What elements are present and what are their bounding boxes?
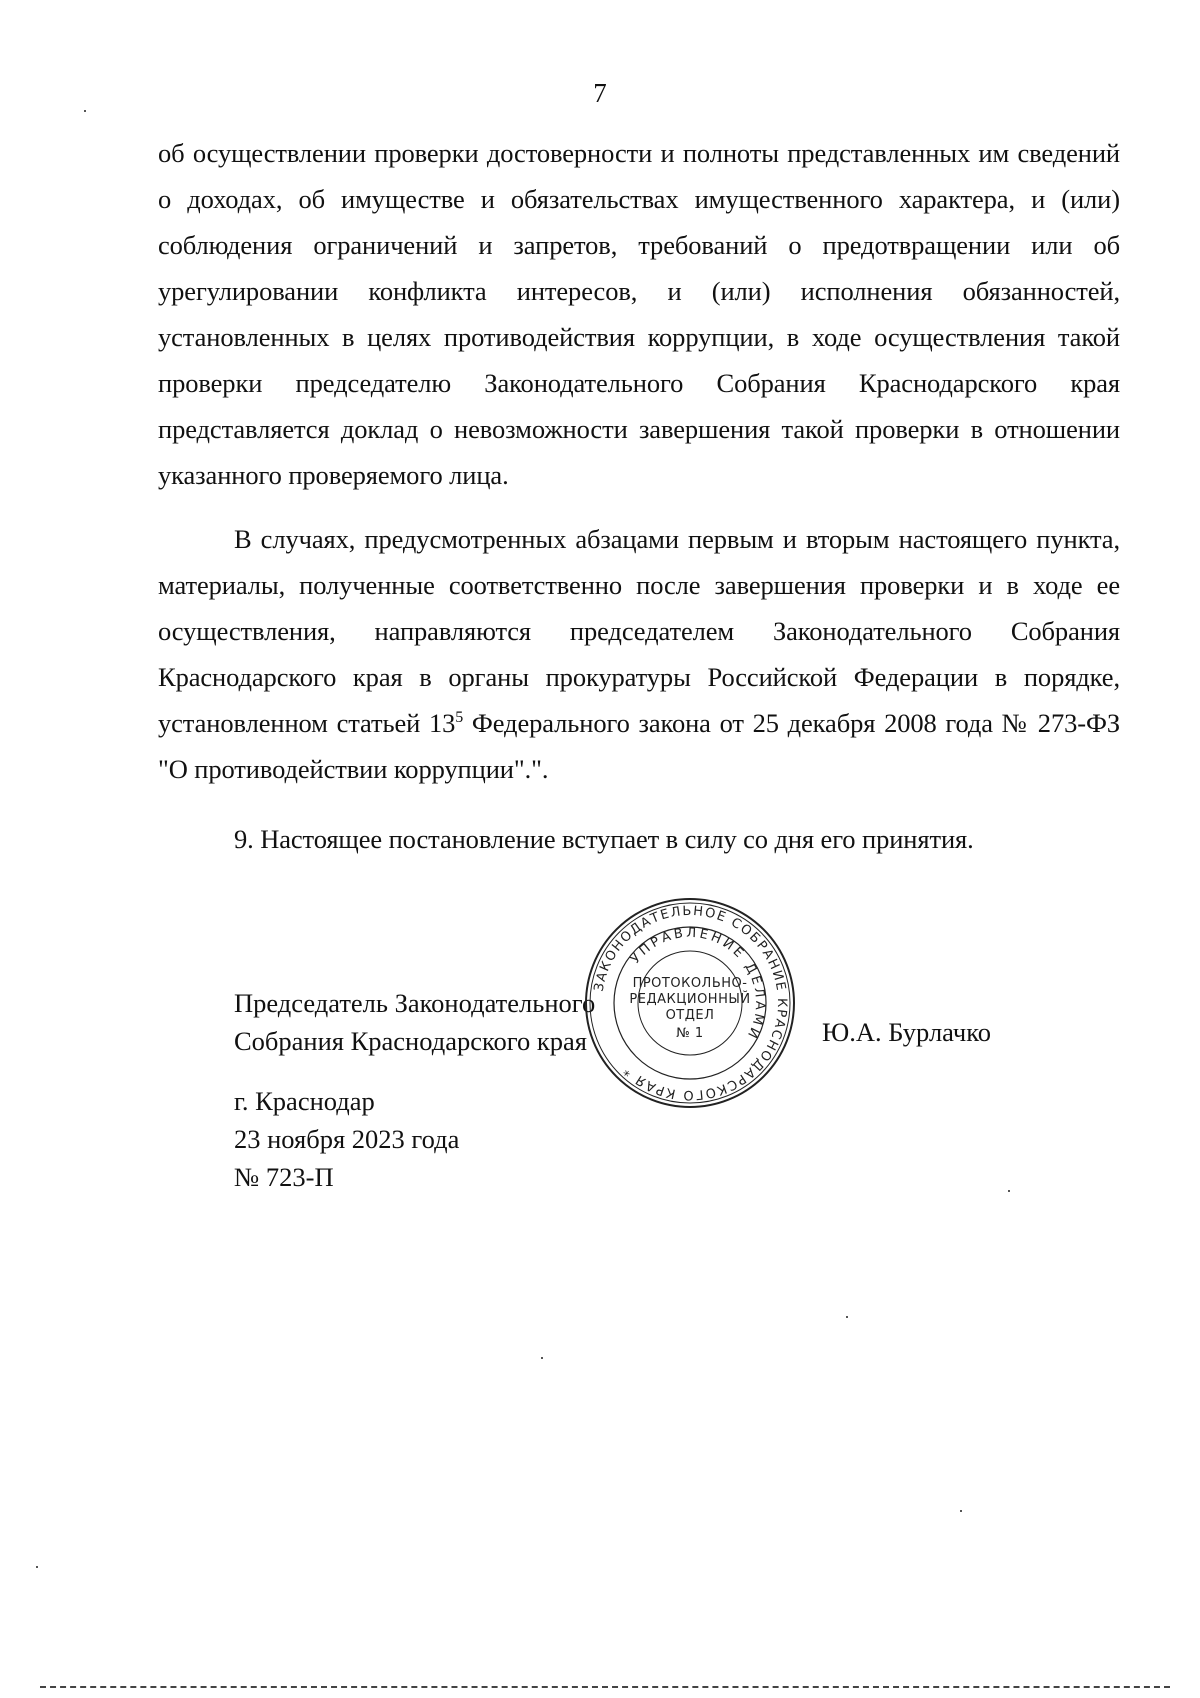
scan-speck	[960, 1510, 962, 1512]
official-stamp	[582, 895, 798, 1111]
place: г. Краснодар	[234, 1086, 375, 1116]
signature-name: Ю.А. Бурлачко	[822, 1017, 991, 1047]
scan-speck	[84, 110, 86, 112]
signature-title-line1: Председатель Законодательного	[234, 988, 596, 1018]
paragraph-2-tail: Федерального закона от 25 декабря 2008 года № 273-ФЗ "О противодействии коррупции".".	[158, 708, 1120, 784]
paragraph-2	[158, 516, 1120, 792]
scan-speck	[1008, 1190, 1010, 1192]
stamp-outer-ring-text: ЗАКОНОДАТЕЛЬНОЕ СОБРАНИЕ КРАСНОДАРСКОГО КРАЯ *	[591, 903, 790, 1103]
signature-title	[234, 984, 595, 1060]
stamp-inner-ring-text: УПРАВЛЕНИЕ ДЕЛАМИ	[628, 925, 768, 1043]
stamp-center-line1: ПРОТОКОЛЬНО-	[632, 976, 748, 991]
paragraph-3: 9. Настоящее постановление вступает в силу со дня его принятия.	[234, 824, 974, 854]
paragraph-2-superscript: 5	[455, 709, 464, 727]
stamp-center-line2: РЕДАКЦИОННЫЙ	[629, 992, 751, 1007]
scan-speck	[36, 1566, 38, 1568]
stamp-center-line4: № 1	[676, 1026, 704, 1041]
stamp-center-line3: ОТДЕЛ	[665, 1008, 715, 1023]
scan-edge-line	[40, 1686, 1170, 1688]
scan-speck	[541, 1357, 543, 1359]
document-number: № 723-П	[234, 1162, 334, 1192]
page-number: 7	[593, 78, 607, 108]
scan-speck	[846, 1316, 848, 1318]
paragraph-1: об осуществлении проверки достоверности и полноты представленных им сведений о доходах, об имуществе и обязательствах имущественного характера, и (или) соблюдения ограничений и запретов, требований о предотвращении или об урегулировании конфликта интересов, и (или) исполнения обязанностей, установленных в целях противодействия коррупции, в ходе осуществления такой проверки председателю Законодательного Собрания Краснодарского края представляется доклад о невозможности завершения такой проверки в отношении указанного проверяемого лица.	[158, 138, 1120, 490]
date: 23 ноября 2023 года	[234, 1124, 460, 1154]
place-date-block	[234, 1082, 459, 1196]
paragraph-2-text: В случаях, предусмотренных абзацами первым и вторым настоящего пункта, материалы, полученные соответственно после завершения проверки и в ходе ее осуществления, направляются председателем Законодательного Собрания Краснодарского края в органы прокуратуры Российской Федерации в порядке, установленном статьей 13	[158, 524, 1120, 738]
signature-title-line2: Собрания Краснодарского края	[234, 1026, 587, 1056]
